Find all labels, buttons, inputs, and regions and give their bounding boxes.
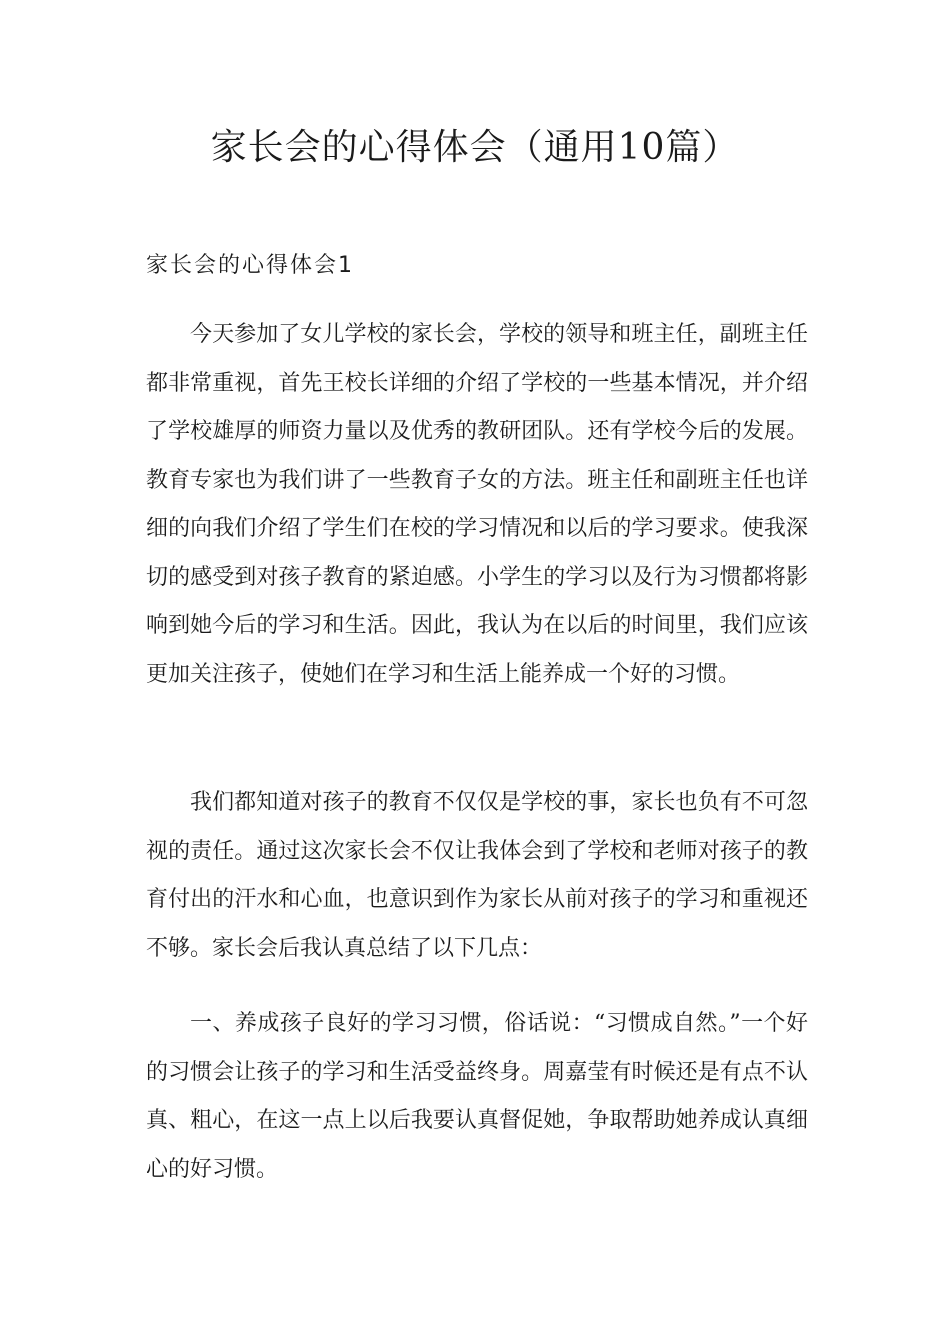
paragraph-1: 今天参加了女儿学校的家长会，学校的领导和班主任，副班主任都非常重视，首先王校长详细的介绍了学校的一些基本情况，并介绍了学校雄厚的师资力量以及优秀的教研团队。还有学校今后的发展。教育专家也为我们讲了一些教育子女的方法。班主任和副班主任也详细的向我们介绍了学生们在校的学习情况和以后的学习要求。使我深切的感受到对孩子教育的紧迫感。小学生的学习以及行为习惯都将影响到她今后的学习和生活。因此，我认为在以后的时间里，我们应该更加关注孩子，使她们在学习和生活上能养成一个好的习惯。 <box>146 322 808 687</box>
document-title: 家长会的心得体会（通用10篇） <box>210 127 740 168</box>
paragraph-3: 一、养成孩子良好的学习习惯，俗话说：“习惯成自然。”一个好的习惯会让孩子的学习和生活受益终身。周嘉莹有时候还是有点不认真、粗心，在这一点上以后我要认真督促她，争取帮助她养成认真细心的好习惯。 <box>146 1011 808 1182</box>
paragraph-2: 我们都知道对孩子的教育不仅仅是学校的事，家长也负有不可忽视的责任。通过这次家长会不仅让我体会到了学校和老师对孩子的教育付出的汗水和心血，也意识到作为家长从前对孩子的学习和重视还不够。家长会后我认真总结了以下几点： <box>146 790 808 961</box>
section-heading: 家长会的心得体会1 <box>146 253 354 278</box>
